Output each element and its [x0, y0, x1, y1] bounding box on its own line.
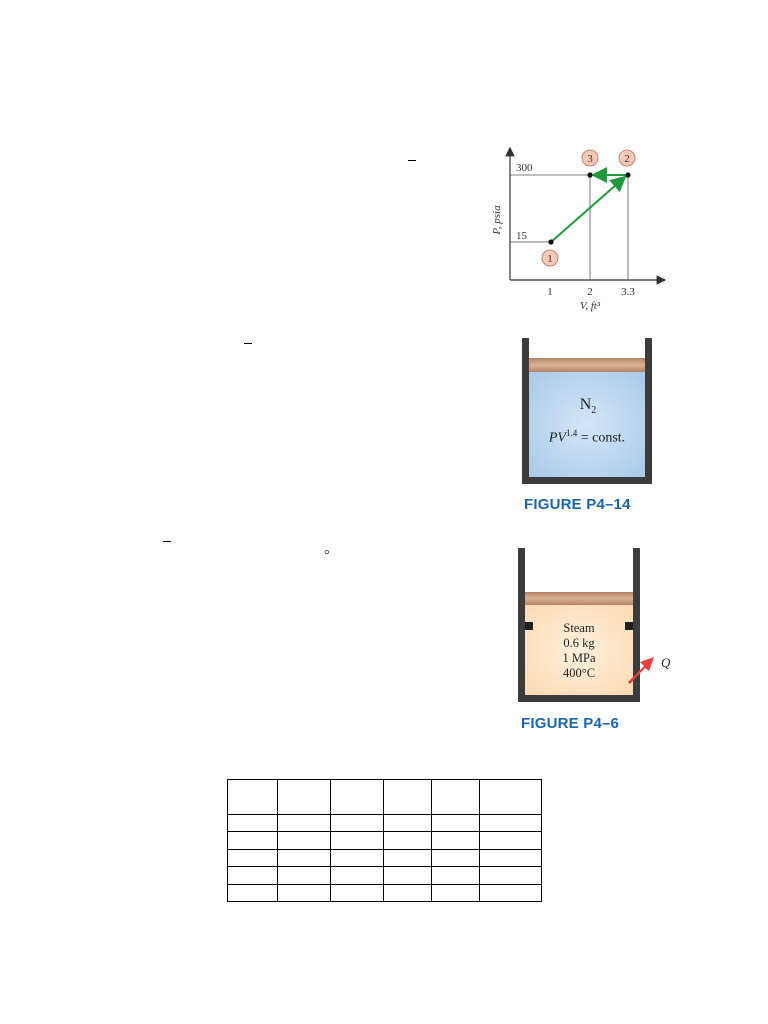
- table-cell: [480, 867, 542, 884]
- table-cell: [228, 884, 278, 901]
- pv-diagram: [480, 140, 680, 320]
- heat-label: Q: [661, 655, 671, 670]
- steam-pressure: 1 MPa: [562, 651, 596, 665]
- table-cell: [480, 849, 542, 866]
- table-cell: [331, 780, 384, 815]
- heat-arrow: [624, 652, 660, 686]
- table-cell: [278, 884, 331, 901]
- steam-mass: 0.6 kg: [563, 636, 595, 650]
- degree-mark: °: [324, 548, 330, 563]
- table-cell: [228, 849, 278, 866]
- table-cell: [278, 832, 331, 849]
- cylinder-right-wall: [645, 338, 652, 484]
- table-cell: [480, 780, 542, 815]
- piston: [525, 592, 633, 605]
- figure-caption-p4-6: FIGURE P4–6: [521, 715, 620, 732]
- table-cell: [480, 884, 542, 901]
- table-cell: [432, 849, 480, 866]
- cylinder-left-wall: [518, 548, 525, 702]
- table-row: [228, 832, 542, 849]
- text-dash-3: [163, 541, 171, 542]
- process-1-2: [551, 177, 625, 242]
- v-tick-2: 2: [587, 286, 593, 298]
- table-cell: [331, 867, 384, 884]
- table-cell: [278, 780, 331, 815]
- cylinder-bottom: [522, 477, 652, 484]
- text-dash-2: [244, 343, 252, 344]
- state-point-2: [625, 172, 630, 177]
- p-tick-300: 300: [516, 162, 533, 174]
- table-cell: [331, 849, 384, 866]
- table-cell: [331, 815, 384, 832]
- table-cell: [432, 780, 480, 815]
- steam-state-labels: [540, 621, 618, 681]
- steam-temperature: 400°C: [562, 666, 596, 680]
- table-cell: [331, 884, 384, 901]
- steam-label: Steam: [563, 621, 595, 635]
- table-cell: [384, 867, 432, 884]
- state-point-1: [548, 239, 553, 244]
- figure-caption-p4-14: FIGURE P4–14: [524, 496, 631, 513]
- empty-table: [227, 779, 542, 902]
- v-axis-label: V, ft³: [579, 300, 601, 312]
- v-tick-3.3: 3.3: [621, 286, 635, 298]
- p-axis-label: P, psia: [491, 205, 503, 235]
- table-cell: [228, 867, 278, 884]
- state-label-1: 1: [547, 253, 553, 265]
- piston: [529, 358, 645, 372]
- state-point-3: [587, 172, 592, 177]
- table-cell: [384, 832, 432, 849]
- n2-gas-region: [529, 372, 645, 477]
- table-cell: [278, 815, 331, 832]
- table-cell: [384, 849, 432, 866]
- table-cell: [384, 815, 432, 832]
- table-cell: [480, 832, 542, 849]
- table-row: [228, 867, 542, 884]
- text-dash-1: [408, 160, 416, 161]
- table-row: [228, 849, 542, 866]
- table-cell: [432, 832, 480, 849]
- stop-left: [525, 622, 533, 630]
- table-cell: [432, 815, 480, 832]
- n2-process-equation: $PV^{1.4}$ = const.: [548, 428, 626, 446]
- table-cell: [278, 849, 331, 866]
- state-label-3: 3: [587, 153, 593, 165]
- cylinder-left-wall: [522, 338, 529, 484]
- cylinder-bottom: [518, 695, 640, 702]
- table-cell: [480, 815, 542, 832]
- state-label-2: 2: [624, 153, 630, 165]
- table-header-row: [228, 780, 542, 815]
- table-cell: [228, 815, 278, 832]
- table-cell: [384, 780, 432, 815]
- table-cell: [432, 884, 480, 901]
- v-tick-1: 1: [547, 286, 553, 298]
- table-cell: [278, 867, 331, 884]
- table-cell: [228, 832, 278, 849]
- p-tick-15: 15: [516, 230, 527, 242]
- table-cell: [331, 832, 384, 849]
- table-cell: [432, 867, 480, 884]
- table-row: [228, 815, 542, 832]
- stop-right: [625, 622, 633, 630]
- table-row: [228, 884, 542, 901]
- n2-gas-label: $N_2$: [579, 396, 597, 417]
- table-cell: [384, 884, 432, 901]
- table-cell: [228, 780, 278, 815]
